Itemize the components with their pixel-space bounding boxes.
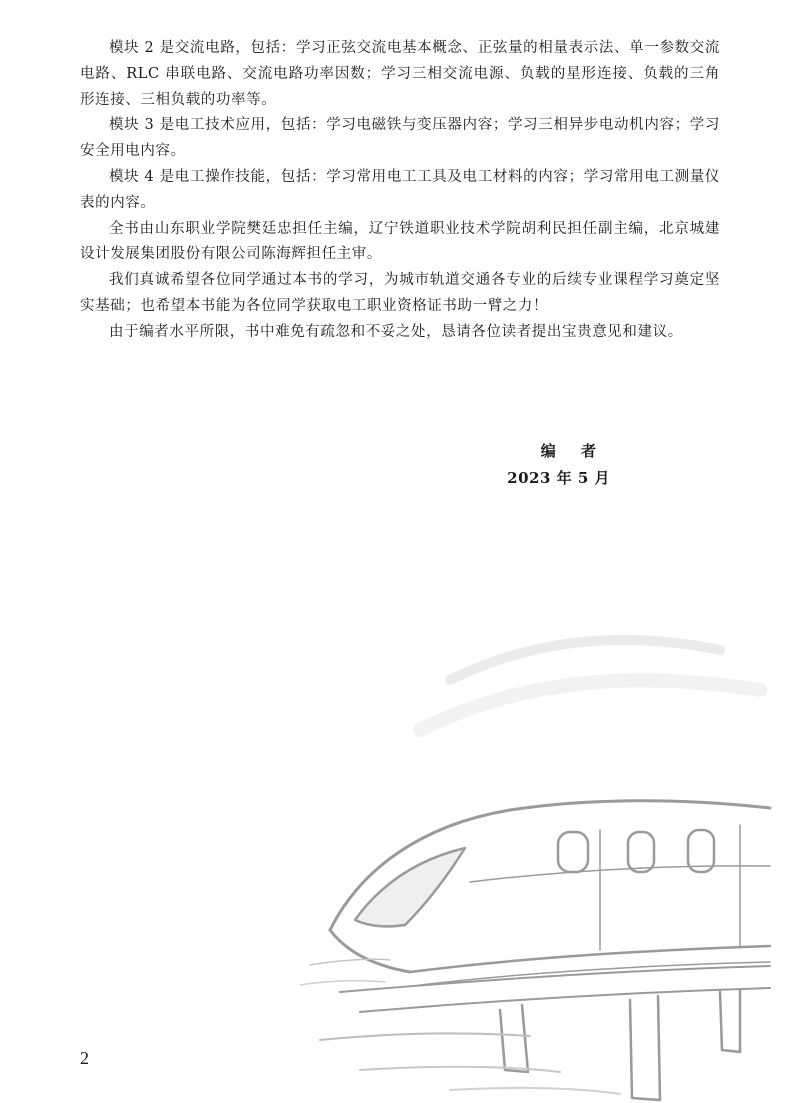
signature-block — [507, 438, 610, 492]
paragraph-module-4: 模块 4 是电工操作技能，包括：学习常用电工工具及电工材料的内容；学习常用电工测量仪表的内容。 — [80, 168, 720, 211]
preface-body — [80, 36, 720, 346]
paragraph-module-2: 模块 2 是交流电路，包括：学习正弦交流电基本概念、正弦量的相量表示法、单一参数交流电路、RLC 串联电路、交流电路功率因数；学习三相交流电源、负载的星形连接、负载的三角形连接、三相负载的功率等。 — [80, 40, 720, 108]
high-speed-train-icon — [300, 620, 790, 1103]
paragraph-apology: 由于编者水平所限，书中难免有疏忽和不妥之处，恳请各位读者提出宝贵意见和建议。 — [109, 323, 683, 340]
paragraph-hope: 我们真诚希望各位同学通过本书的学习，为城市轨道交通各专业的后续专业课程学习奠定坚实基础；也希望本书能为各位同学获取电工职业资格证书助一臂之力！ — [80, 272, 720, 314]
signature-date: 2023 年 5 月 — [507, 469, 610, 487]
signature-author: 编 者 — [540, 442, 606, 460]
paragraph-module-3: 模块 3 是电工技术应用，包括：学习电磁铁与变压器内容；学习三相异步电动机内容；学习安全用电内容。 — [80, 117, 720, 160]
page-number: 2 — [80, 1048, 89, 1068]
paragraph-editors: 全书由山东职业学院樊廷忠担任主编，辽宁铁道职业技术学院胡利民担任副主编，北京城建设计发展集团股份有限公司陈海辉担任主审。 — [80, 220, 720, 263]
